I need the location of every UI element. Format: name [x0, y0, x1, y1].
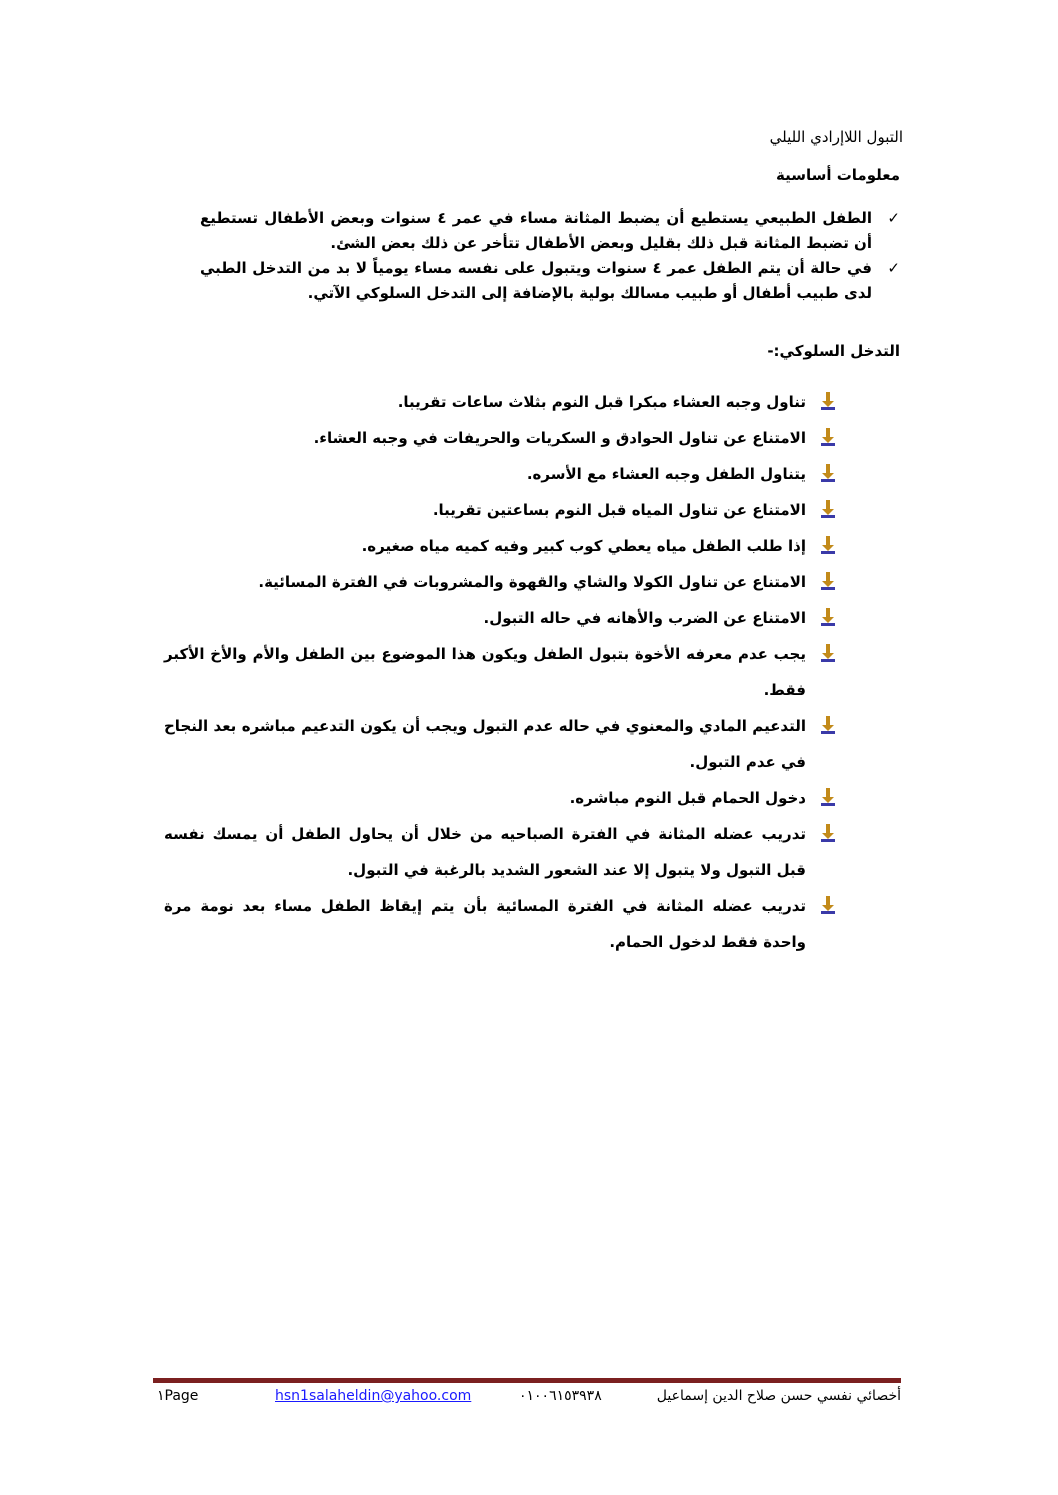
checkmark-icon: ✓ [887, 259, 900, 277]
list-item-text: إذا طلب الطفل مياه يعطي كوب كبير وفيه كميه مياه صغيره. [361, 537, 806, 555]
list-item [164, 600, 836, 636]
list-item-text: تناول وجبه العشاء مبكرا قبل النوم بثلاث ساعات تقريبا. [397, 393, 806, 411]
list-item [164, 636, 836, 708]
list-item [164, 780, 836, 816]
page-footer [153, 1388, 901, 1412]
arrow-bullet-icon [820, 608, 836, 626]
list-item [164, 564, 836, 600]
email-link[interactable]: hsn1salaheldin@yahoo.com [275, 1388, 472, 1404]
list-item [164, 708, 836, 780]
arrow-bullet-icon [820, 428, 836, 446]
list-item-text: التدعيم المادي والمعنوي في حاله عدم التبول ويجب أن يكون التدعيم مباشره بعد النجاح في عدم التبول. [164, 717, 806, 771]
list-item [164, 492, 836, 528]
phone-number: ٠١٠٠٦١٥٣٩٣٨ [519, 1388, 602, 1404]
document-title: التبول اللاإرادي الليلي [769, 128, 903, 146]
list-item-text: الامتناع عن تناول الكولا والشاي والقهوة والمشروبات في الفترة المسائية. [258, 573, 806, 591]
arrow-bullet-icon [820, 572, 836, 590]
list-item-text: الامتناع عن تناول المياه قبل النوم بساعتين تقريبا. [432, 501, 806, 519]
list-item [164, 888, 836, 960]
list-item-text: تدريب عضله المثانة في الفترة الصباحيه من خلال أن يحاول الطفل أن يمسك نفسه قبل التبول ولا يتبول إلا عند الشعور الشديد بالرغبة في التبول. [164, 825, 806, 879]
list-item-text: دخول الحمام قبل النوم مباشره. [569, 789, 806, 807]
basic-info-text: في حالة أن يتم الطفل عمر ٤ سنوات ويتبول على نفسه مساء يومياً لا بد من التدخل الطبي لدى طبيب أطفال أو طبيب مسالك بولية بالإضافة إلى التدخل السلوكي الآتي. [200, 259, 872, 302]
arrow-bullet-icon [820, 716, 836, 734]
behavioral-heading: التدخل السلوكي:- [767, 342, 900, 360]
behavioral-list [164, 384, 836, 960]
list-item-text: الامتناع عن تناول الحوادق و السكريات والحريفات في وجبه العشاء. [313, 429, 806, 447]
basic-info-list [200, 206, 900, 306]
arrow-bullet-icon [820, 788, 836, 806]
checkmark-icon: ✓ [887, 209, 900, 227]
list-item-text: الامتناع عن الضرب والأهانه في حاله التبول. [483, 609, 806, 627]
basic-info-item [200, 256, 900, 306]
list-item [164, 420, 836, 456]
list-item-text: يجب عدم معرفه الأخوة بتبول الطفل ويكون هذا الموضوع بين الطفل والأم والأخ الأكبر فقط. [164, 645, 806, 699]
basic-info-heading: معلومات أساسية [776, 166, 900, 184]
arrow-bullet-icon [820, 824, 836, 842]
list-item [164, 528, 836, 564]
footer-divider [153, 1378, 901, 1383]
basic-info-item [200, 206, 900, 256]
arrow-bullet-icon [820, 536, 836, 554]
page-number: ١Page [157, 1388, 199, 1404]
list-item [164, 384, 836, 420]
arrow-bullet-icon [820, 464, 836, 482]
list-item [164, 816, 836, 888]
basic-info-text: الطفل الطبيعي يستطيع أن يضبط المثانة مساء في عمر ٤ سنوات وبعض الأطفال تستطيع أن تضبط المثانة قبل ذلك بقليل وبعض الأطفال تتأخر عن ذلك بعض الشئ. [200, 209, 872, 252]
author-name: أخصائي نفسي حسن صلاح الدين إسماعيل [656, 1388, 901, 1404]
list-item [164, 456, 836, 492]
list-item-text: يتناول الطفل وجبه العشاء مع الأسره. [526, 465, 806, 483]
arrow-bullet-icon [820, 500, 836, 518]
arrow-bullet-icon [820, 644, 836, 662]
arrow-bullet-icon [820, 896, 836, 914]
arrow-bullet-icon [820, 392, 836, 410]
list-item-text: تدريب عضله المثانة في الفترة المسائية بأن يتم إيقاظ الطفل مساء بعد نومة مرة واحدة فقط لدخول الحمام. [164, 897, 806, 951]
